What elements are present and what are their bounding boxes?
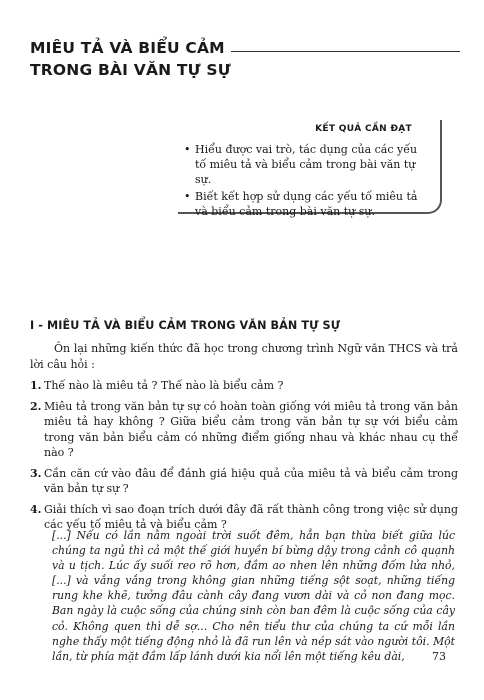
learning-outcomes-list [184,142,430,221]
title-text-2: TRONG BÀI VĂN TỰ SỰ [30,61,231,79]
section-body [30,341,458,538]
outcome-item: • Hiểu được vai trò, tác dụng của các yếu tố miêu tả và biểu cảm trong bài văn tự sự. [184,142,430,187]
question-item [30,399,458,461]
question-text: Giải thích vì sao đoạn trích dưới đây đã rất thành công trong việc sử dụng các yếu tố miêu tả và biểu cảm ? [44,502,458,531]
question-number: 1. [30,379,42,392]
question-item [30,466,458,497]
section-intro: Ôn lại những kiến thức đã học trong chương trình Ngữ văn THCS và trả lời câu hỏi : [30,342,458,371]
lesson-title [30,37,460,81]
question-text: Miêu tả trong văn bản tự sự có hoàn toàn giống với miêu tả trong văn bản miêu tả hay không ? Giữa biểu cảm trong văn bản tự sự với biểu cảm trong văn bản biểu cảm có những điểm giống nhau và khác nhau cụ thể nào ? [44,399,458,459]
title-text-1: MIÊU TẢ VÀ BIỂU CẢM [30,39,225,57]
learning-outcomes-box [178,120,442,218]
page-number: 73 [432,650,446,663]
outcome-item: • Biết kết hợp sử dụng các yếu tố miêu tả và biểu cảm trong bài văn tự sự. [184,189,430,219]
learning-outcomes-title: KẾT QUẢ CẦN ĐẠT [315,124,412,134]
title-line-1 [30,37,460,59]
literary-excerpt: [...] Nếu có lần nằm ngoài trời suốt đêm, hẳn bạn thừa biết giữa lúc chúng ta ngủ thì cả một thế giới huyền bí bừng dậy trong cảnh cô quạnh và u tịch. Lúc ấy suối reo rõ hơn, đầm ao nhen lên những đốm lửa nhỏ, [...] và vắng vắng trong không gian những tiếng sột soạt, những tiếng rung khe khẽ, tưởng đâu cành cây đang vươn dài và cỏ non đang mọc. Ban ngày là cuộc sống của chúng sinh còn ban đêm là cuộc sống của cây cỏ. Không quen thì dễ sợ... Cho nên tiểu thư của chúng ta cứ mỗi lần nghe thấy một tiếng động nhỏ là đã run lên và nép sát vào người tôi. Một lần, từ phía mặt đầm lấp lánh dưới kia nổi lên một tiếng kêu dài, [52,529,455,663]
question-text: Thế nào là miêu tả ? Thế nào là biểu cảm ? [44,379,284,392]
question-number: 3. [30,466,42,480]
question-text: Cần căn cứ vào đâu để đánh giá hiệu quả của miêu tả và biểu cảm trong văn bản tự sự ? [44,466,458,495]
section-heading: I - MIÊU TẢ VÀ BIỂU CẢM TRONG VĂN BẢN TỰ SỰ [30,319,341,332]
question-number: 2. [30,399,42,413]
title-rule [231,51,460,52]
question-item [30,378,458,394]
question-number: 4. [30,502,42,516]
